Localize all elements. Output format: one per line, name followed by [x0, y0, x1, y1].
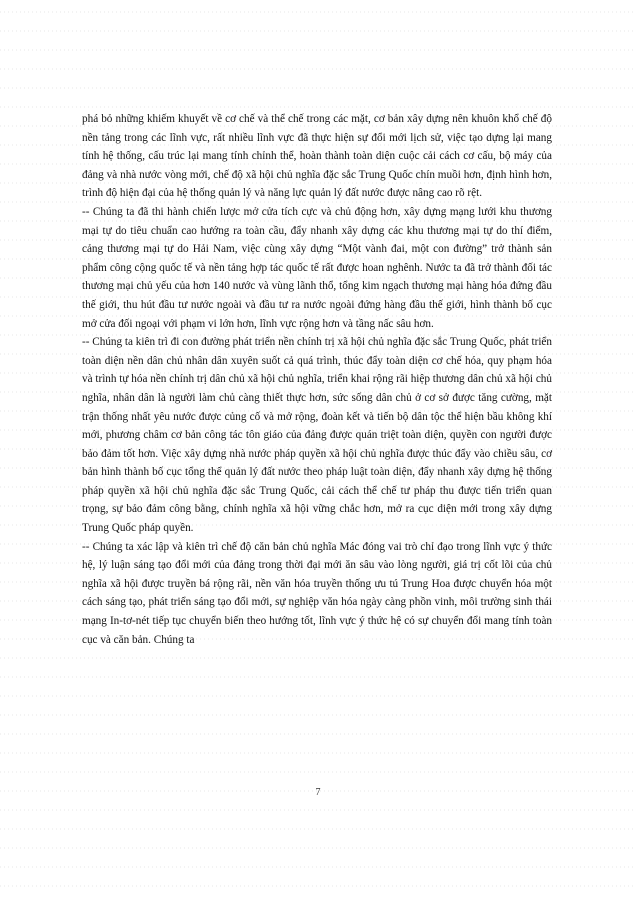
paragraph-2: -- Chúng ta đã thi hành chiến lược mở cửa tích cực và chủ động hơn, xây dựng mạng lưới khu thương mại tự do tiêu chuẩn cao hướng ra toàn cầu, đẩy nhanh xây dựng các khu thương mại tự do thí điểm, cảng thương mại tự do Hải Nam, việc cùng xây dựng “Một vành đai, một con đường” trở thành sản phẩm công cộng quốc tế và nền tảng hợp tác quốc tế rất được hoan nghênh. Nước ta đã trở thành đối tác thương mại chủ yếu của hơn 140 nước và vùng lãnh thổ, tổng kim ngạch thương mại hàng hóa đứng đầu thế giới, thu hút đầu tư nước ngoài và đầu tư ra nước ngoài đứng hàng đầu thế giới, hình thành bố cục mở cửa đối ngoại với phạm vi lớn hơn, lĩnh vực rộng hơn và tầng nấc sâu hơn. [82, 205, 552, 330]
paragraph-1: phá bỏ những khiếm khuyết về cơ chế và thể chế trong các mặt, cơ bản xây dựng nên khuôn khổ chế độ nền tảng trong các lĩnh vực, rất nhiều lĩnh vực đã thực hiện sự đổi mới lịch sử, việc tạo dựng lại mang tính hệ thống, cấu trúc lại mang tính chỉnh thể, hoàn thành toàn diện cuộc cải cách cơ cấu, bộ máy của đảng và nhà nước vòng mới, chế độ xã hội chủ nghĩa đặc sắc Trung Quốc chín muồi hơn, định hình hơn, trình độ hiện đại của hệ thống quản lý và năng lực quản lý đất nước được nâng cao rõ rệt. [82, 113, 552, 200]
paragraph-3: -- Chúng ta kiên trì đi con đường phát triển nền chính trị xã hội chủ nghĩa đặc sắc Trung Quốc, phát triển toàn diện nền dân chủ nhân dân xuyên suốt cả quá trình, thúc đẩy toàn diện cơ chế hóa, quy phạm hóa và trình tự hóa nền chính trị dân chủ xã hội chủ nghĩa, triển khai rộng rãi hiệp thương dân chủ xã hội chủ nghĩa, nhân dân là người làm chủ càng thiết thực hơn, sức sống dân chủ ở cơ sở được tăng cường, mặt trận thống nhất yêu nước được củng cố và mở rộng, đoàn kết và tiến bộ dân tộc thể hiện bầu không khí mới, phương châm cơ bản công tác tôn giáo của đảng được quán triệt toàn diện, quyền con người được bảo đảm tốt hơn. Việc xây dựng nhà nước pháp quyền xã hội chủ nghĩa được thúc đẩy vào chiều sâu, cơ bản hình thành bố cục tổng thể quản lý đất nước theo pháp luật toàn diện, đẩy nhanh xây dựng hệ thống pháp quyền xã hội chủ nghĩa đặc sắc Trung Quốc, cải cách thể chế tư pháp thu được tiến triển quan trọng, sự bảo đảm công bằng, chính nghĩa xã hội vững chắc hơn, mở ra cục diện mới trong xây dựng Trung Quốc pháp quyền. [82, 336, 552, 535]
page-number: 7 [315, 787, 321, 798]
paragraph-4: -- Chúng ta xác lập và kiên trì chế độ căn bản chủ nghĩa Mác đóng vai trò chỉ đạo trong lĩnh vực ý thức hệ, lý luận sáng tạo đổi mới của đảng trong thời đại mới ăn sâu vào lòng người, giá trị cốt lõi của chủ nghĩa xã hội được truyền bá rộng rãi, nền văn hóa truyền thống ưu tú Trung Hoa được chuyển hóa một cách sáng tạo, phát triển sáng tạo đổi mới, sự nghiệp văn hóa ngày càng phồn vinh, môi trường sinh thái mạng In-tơ-nét tiếp tục chuyển biến theo hướng tốt, lĩnh vực ý thức hệ có sự chuyển đổi mang tính toàn cục và căn bản. Chúng ta [82, 540, 552, 646]
document-body [82, 110, 552, 649]
